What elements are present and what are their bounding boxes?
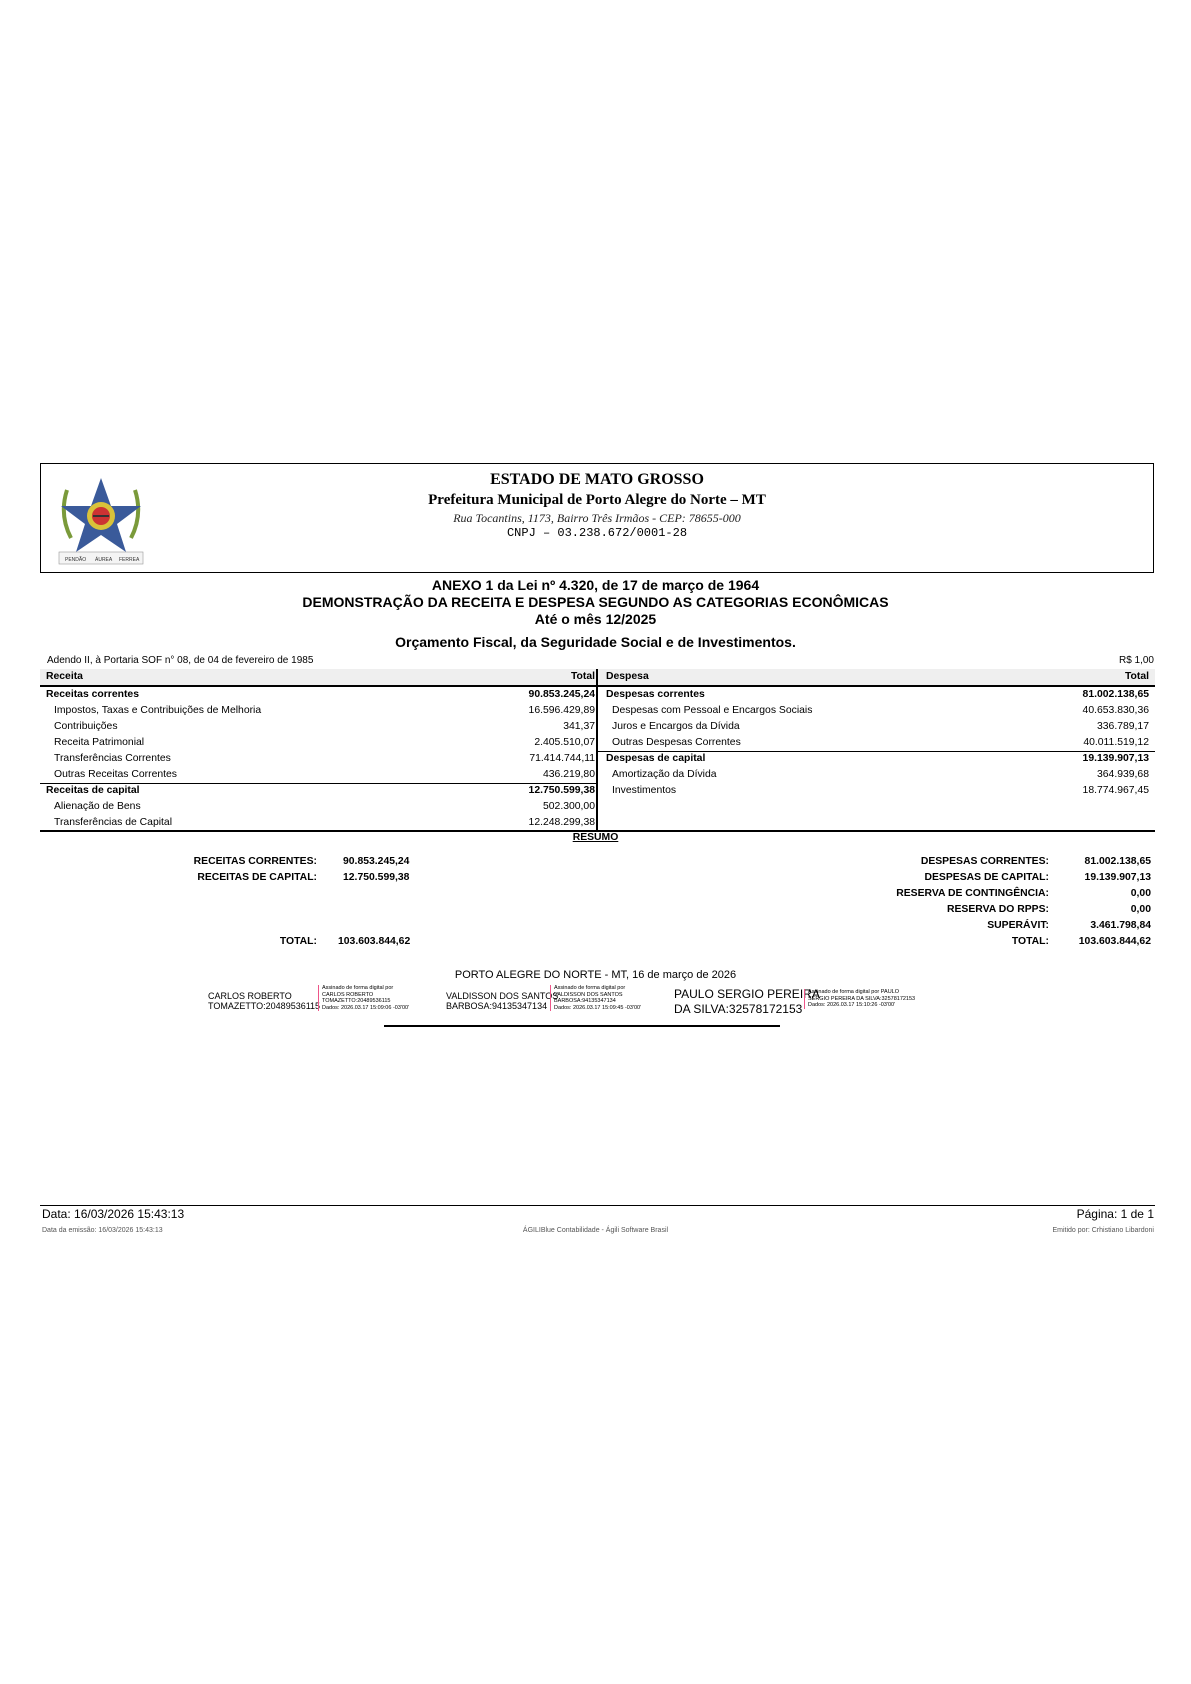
footer-emitted-by: Emitido por: Crhistiano Libardoni xyxy=(1052,1227,1154,1234)
adendo-text: Adendo II, à Portaria SOF n° 08, de 04 de fevereiro de 1985 xyxy=(47,655,314,666)
summary-value: 3.461.798,84 xyxy=(1090,920,1151,931)
footer-software: ÁGILIBlue Contabilidade - Ágili Software Brasil xyxy=(522,1227,669,1234)
table-row: Contribuições 341,37 Juros e Encargos da Dívida 336.789,17 xyxy=(54,721,1149,732)
title-orcamento: Orçamento Fiscal, da Seguridade Social e de Investimentos. xyxy=(395,634,796,650)
table-row: Transferências de Capital 12.248.299,38 xyxy=(54,817,595,828)
footer-page: Página: 1 de 1 xyxy=(1076,1207,1154,1221)
currency-unit: R$ 1,00 xyxy=(1118,655,1154,666)
summary-label: RECEITAS CORRENTES: xyxy=(193,856,317,867)
summary-total-label: TOTAL: xyxy=(279,936,317,947)
footer-divider xyxy=(40,1205,1155,1206)
summary-label: RECEITAS DE CAPITAL: xyxy=(197,872,317,883)
summary-value: 90.853.245,24 xyxy=(343,856,410,867)
signature-line xyxy=(384,1025,780,1027)
header-total-receita: Total xyxy=(570,671,595,682)
signature-carlos-note: Assinado de forma digital por CARLOS ROBERTO TOMAZETTO:20489536115 Dados: 2026.03.17 15:09:06 -03'00' xyxy=(318,985,409,1011)
table-row: Alienação de Bens 502.300,00 xyxy=(54,801,595,812)
summary-label: DESPESAS CORRENTES: xyxy=(920,856,1049,867)
crest-banner-3: FERREA xyxy=(119,557,140,563)
table-row: Impostos, Taxas e Contribuições de Melhoria 16.596.429,89 Despesas com Pessoal e Encargos Sociais 40.653.830,36 xyxy=(54,705,1149,716)
summary-label: SUPERÁVIT: xyxy=(987,920,1049,931)
summary-value: 0,00 xyxy=(1130,904,1151,915)
table-row: Receita Patrimonial 2.405.510,07 Outras Despesas Correntes 40.011.519,12 xyxy=(54,737,1149,748)
address: Rua Tocantins, 1173, Bairro Três Irmãos - CEP: 78655-000 xyxy=(453,511,741,525)
header-text xyxy=(41,470,1153,541)
summary-total-label: TOTAL: xyxy=(1011,936,1049,947)
header-box xyxy=(40,463,1154,573)
title-demonstracao: DEMONSTRAÇÃO DA RECEITA E DESPESA SEGUNDO AS CATEGORIAS ECONÔMICAS xyxy=(302,594,889,610)
summary-total-value: 103.603.844,62 xyxy=(338,936,411,947)
place-and-date: PORTO ALEGRE DO NORTE - MT, 16 de março de 2026 xyxy=(454,969,737,981)
title-period: Até o mês 12/2025 xyxy=(534,611,657,627)
signature-paulo-note: Assinado de forma digital por PAULO SERGIO PEREIRA DA SILVA:32578172153 Dados: 2026.03.17 15:10:26 -03'00' xyxy=(804,989,915,1009)
state-name: ESTADO DE MATO GROSSO xyxy=(490,471,704,488)
header-despesa: Despesa xyxy=(606,671,649,682)
summary-label: DESPESAS DE CAPITAL: xyxy=(924,872,1049,883)
table-row: Receitas correntes 90.853.245,24 Despesas correntes 81.002.138,65 xyxy=(46,689,1149,700)
signature-carlos: CARLOS ROBERTO TOMAZETTO:20489536115 xyxy=(208,991,321,1011)
summary-value: 12.750.599,38 xyxy=(343,872,410,883)
prefecture-name: Prefeitura Municipal de Porto Alegre do Norte – MT xyxy=(428,492,766,508)
resumo-heading: RESUMO xyxy=(572,832,619,843)
footer-date: Data: 16/03/2026 15:43:13 xyxy=(42,1207,185,1221)
table-row: Transferências Correntes 71.414.744,11 Despesas de capital 19.139.907,13 xyxy=(54,753,1149,764)
footer-emission: Data da emissão: 16/03/2026 15:43:13 xyxy=(42,1227,163,1234)
cnpj: CNPJ – 03.238.672/0001-28 xyxy=(506,526,688,540)
signature-valdisson: VALDISSON DOS SANTOS BARBOSA:94135347134 xyxy=(446,991,559,1011)
header-total-despesa: Total xyxy=(1124,671,1149,682)
summary-value: 19.139.907,13 xyxy=(1084,872,1151,883)
summary-label: RESERVA DE CONTINGÊNCIA: xyxy=(896,888,1049,899)
header-receita: Receita xyxy=(46,671,83,682)
summary-value: 0,00 xyxy=(1130,888,1151,899)
signature-valdisson-note: Assinado de forma digital por VALDISSON DOS SANTOS BARBOSA:94135347134 Dados: 2026.03.17 15:09:45 -03'00' xyxy=(550,985,641,1011)
table-row: Receitas de capital 12.750.599,38 Investimentos 18.774.967,45 xyxy=(46,785,1149,796)
signature-paulo: PAULO SERGIO PEREIRA DA SILVA:32578172153 xyxy=(674,987,820,1016)
crest-banner-2: ÁUREA xyxy=(95,557,113,563)
summary-total-value: 103.603.844,62 xyxy=(1078,936,1151,947)
summary-value: 81.002.138,65 xyxy=(1084,856,1151,867)
title-anexo: ANEXO 1 da Lei nº 4.320, de 17 de março de 1964 xyxy=(431,577,760,593)
table-row: Outras Receitas Correntes 436.219,80 Amortização da Dívida 364.939,68 xyxy=(54,769,1149,780)
crest-banner-1: PENDÃO xyxy=(65,557,87,563)
summary-label: RESERVA DO RPPS: xyxy=(946,904,1049,915)
